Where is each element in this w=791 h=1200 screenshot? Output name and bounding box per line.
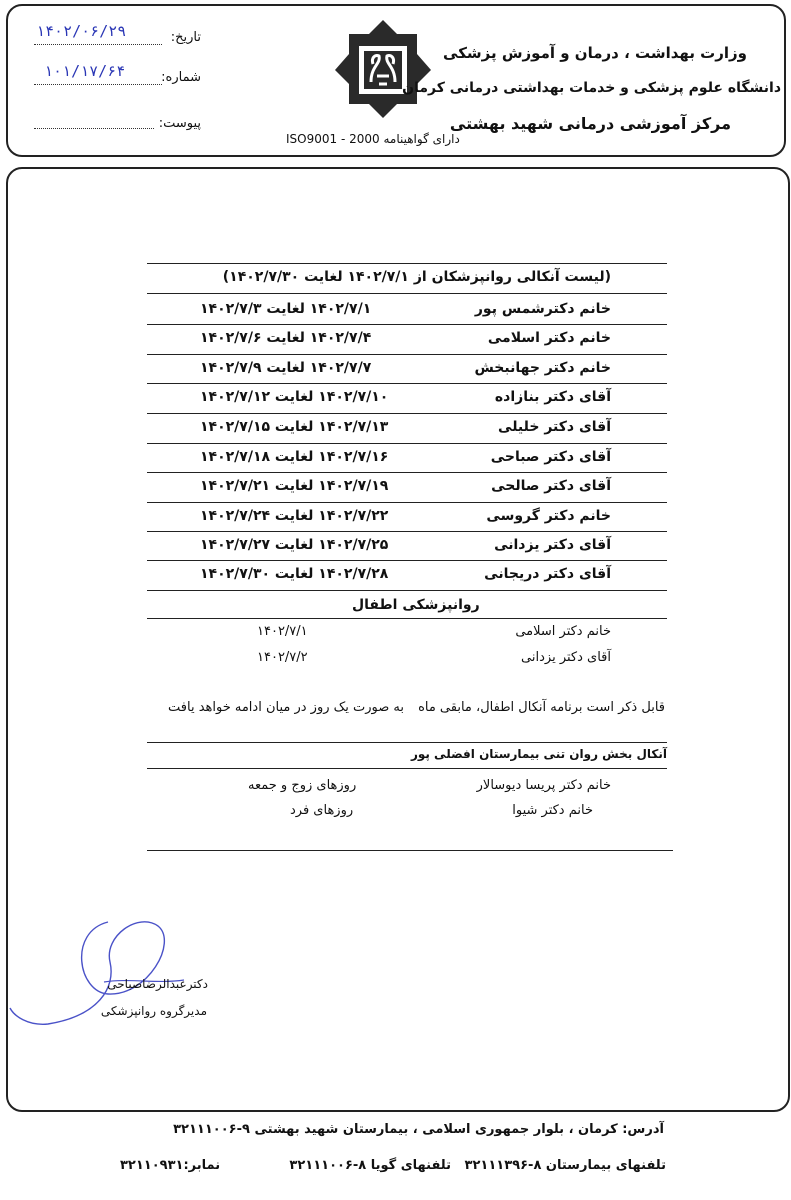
title-rule [147, 293, 667, 294]
roster-row-divider [147, 472, 667, 473]
roster-row-10-range: ۱۴۰۲/۷/۲۸ لغایت ۱۴۰۲/۷/۳۰ [200, 566, 389, 582]
university-name: دانشگاه علوم پزشکی و خدمات بهداشتی درمانی کرمان [402, 80, 781, 96]
roster-row-7-name: آقای دکتر صالحی [491, 478, 611, 494]
roster-row-1-range: ۱۴۰۲/۷/۱ لغایت ۱۴۰۲/۷/۳ [200, 301, 372, 317]
footer-address: آدرس: کرمان ، بلوار جمهوری اسلامی ، بیمارستان شهید بهشتی ۹-۳۲۱۱۱۰۰۶ [173, 1122, 664, 1137]
roster-row-7-range: ۱۴۰۲/۷/۱۹ لغایت ۱۴۰۲/۷/۲۱ [200, 478, 389, 494]
roster-row-8-range: ۱۴۰۲/۷/۲۲ لغایت ۱۴۰۲/۷/۲۴ [200, 508, 389, 524]
roster-row-4-name: آقای دکتر بنازاده [494, 389, 611, 405]
footer-fax: نمابر:۳۲۱۱۰۹۳۱ [120, 1158, 221, 1173]
pediatric-rule [147, 618, 667, 619]
roster-row-6-name: آقای دکتر صباحی [490, 449, 611, 465]
roster-row-divider [147, 560, 667, 561]
roster-row-6-range: ۱۴۰۲/۷/۱۶ لغایت ۱۴۰۲/۷/۱۸ [200, 449, 389, 465]
roster-row-1-name: خانم دکترشمس پور [474, 301, 611, 317]
roster-row-divider [147, 383, 667, 384]
roster-row-8-name: خانم دکتر گروسی [486, 508, 611, 524]
attachment-dots [34, 128, 154, 129]
date-label: تاریخ: [170, 30, 201, 45]
psychosomatic-row-1-days: روزهای زوج و جمعه [248, 778, 357, 793]
roster-row-3-name: خانم دکتر جهانبخش [474, 360, 611, 376]
roster-row-5-range: ۱۴۰۲/۷/۱۳ لغایت ۱۴۰۲/۷/۱۵ [200, 419, 389, 435]
signatory-name: دکترعبدالرضاصباحی [107, 977, 208, 991]
psychosomatic-rule [147, 768, 667, 769]
psychosomatic-top-rule [147, 742, 667, 743]
attachment-label: پیوست: [158, 116, 201, 131]
roster-row-9-range: ۱۴۰۲/۷/۲۵ لغایت ۱۴۰۲/۷/۲۷ [200, 537, 389, 553]
roster-row-divider [147, 443, 667, 444]
roster-row-2-range: ۱۴۰۲/۷/۴ لغایت ۱۴۰۲/۷/۶ [200, 330, 372, 346]
psychosomatic-row-2-days: روزهای فرد [290, 803, 354, 818]
psychosomatic-row-1-name: خانم دکتر پریسا دیوسالار [476, 778, 611, 793]
roster-row-3-range: ۱۴۰۲/۷/۷ لغایت ۱۴۰۲/۷/۹ [200, 360, 372, 376]
roster-row-5-name: آقای دکتر خلیلی [498, 419, 611, 435]
pediatric-note-part2: به صورت یک روز در میان ادامه خواهد یافت [168, 700, 405, 715]
iso-text: دارای گواهینامه 2000 - ISO9001 [286, 132, 460, 146]
roster-row-divider [147, 531, 667, 532]
roster-row-9-name: آقای دکتر یزدانی [494, 537, 611, 553]
number-dots [34, 84, 162, 85]
footer-goya-phones: تلفنهای گویا ۸-۳۲۱۱۱۰۰۶ [289, 1158, 451, 1173]
footer-hospital-phones: تلفنهای بیمارستان ۸-۳۲۱۱۱۳۹۶ [464, 1158, 666, 1173]
roster-row-divider [147, 354, 667, 355]
ministry-name: وزارت بهداشت ، درمان و آموزش پزشکی [443, 44, 747, 62]
roster-row-10-name: آقای دکتر دریجانی [484, 566, 611, 582]
roster-row-divider [147, 502, 667, 503]
pediatric-row-1-name: خانم دکتر اسلامی [515, 624, 611, 639]
number-label: شماره: [161, 70, 201, 85]
psychosomatic-heading: آنکال بخش روان تنی بیمارستان افضلی پور [410, 747, 667, 761]
roster-row-divider [147, 324, 667, 325]
table-bottom-rule [147, 850, 673, 851]
number-value: ۱۰۱/۱۷/۶۴ [44, 62, 126, 80]
pediatric-row-2-date: ۱۴۰۲/۷/۲ [257, 650, 308, 665]
pediatric-note-part1: قابل ذکر است برنامه آنکال اطفال، مابقی ماه [418, 700, 665, 715]
signatory-role: مدیرگروه روانپزشکی [100, 1004, 207, 1018]
roster-row-2-name: خانم دکتر اسلامی [487, 330, 611, 346]
roster-title: (لیست آنکالی روانپزشکان از ۱۴۰۲/۷/۱ لغایت ۱۴۰۲/۷/۳۰) [222, 269, 611, 285]
date-value: ۱۴۰۲/۰۶/۲۹ [36, 22, 127, 40]
pediatric-row-2-name: آقای دکتر یزدانی [521, 650, 611, 665]
pediatric-heading: روانپزشکی اطفال [352, 597, 480, 613]
roster-row-divider [147, 413, 667, 414]
table-top-rule [147, 263, 667, 264]
psychosomatic-row-2-name: خانم دکتر شیوا [512, 803, 593, 818]
roster-row-4-range: ۱۴۰۲/۷/۱۰ لغایت ۱۴۰۲/۷/۱۲ [200, 389, 389, 405]
roster-row-divider [147, 590, 667, 591]
center-name: مرکز آموزشی درمانی شهید بهشتی [449, 114, 731, 133]
university-emblem-icon [331, 18, 435, 122]
pediatric-row-1-date: ۱۴۰۲/۷/۱ [257, 624, 308, 639]
date-dots [34, 44, 162, 45]
